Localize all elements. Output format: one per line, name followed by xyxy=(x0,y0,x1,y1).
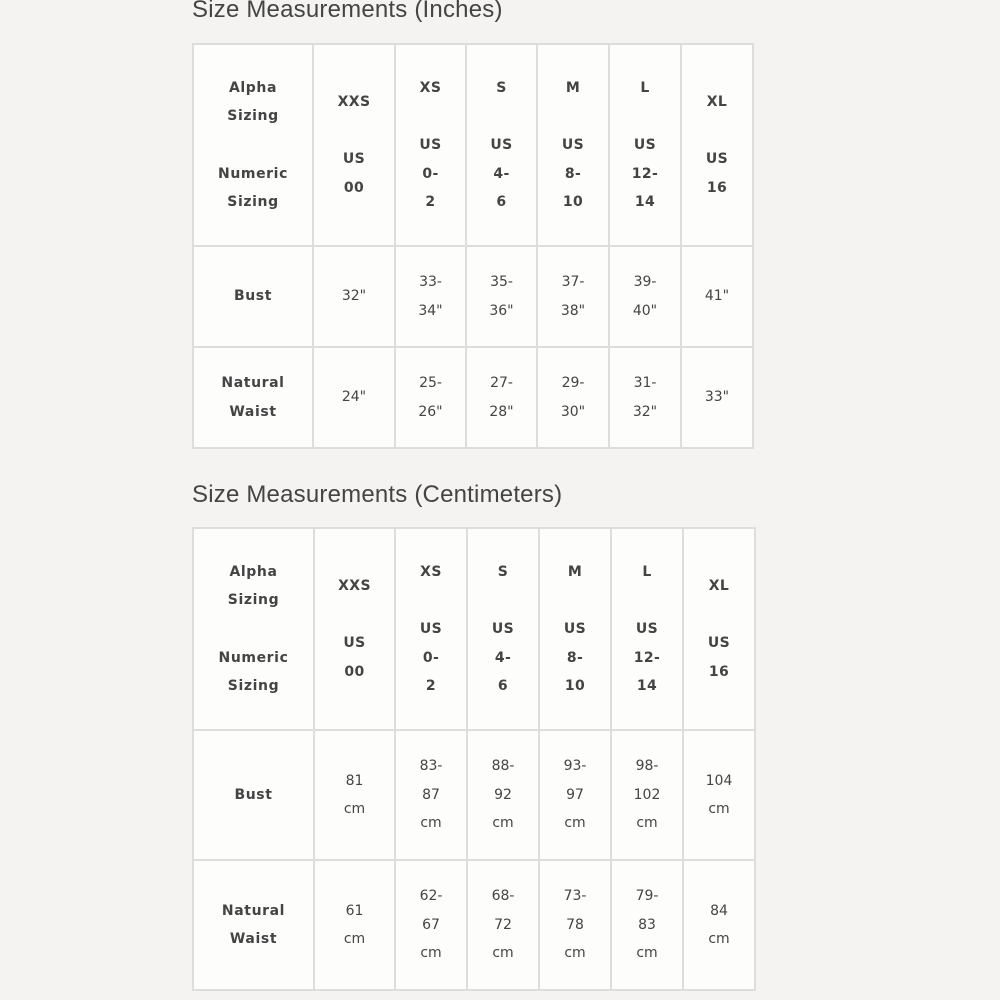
alpha-size: XXS xyxy=(338,577,371,594)
value-cell: 33" xyxy=(681,347,753,448)
value-cell: 68- 72 cm xyxy=(467,860,539,990)
value-cell: 27- 28" xyxy=(466,347,537,448)
numeric-sizing-label: Numeric Sizing xyxy=(218,165,288,210)
value-cell: 39- 40" xyxy=(609,246,681,347)
bust-row xyxy=(193,246,753,347)
row-label-natural-waist: Natural Waist xyxy=(193,347,313,448)
alpha-size: M xyxy=(565,79,581,96)
numeric-size: US 16 xyxy=(705,151,729,196)
numeric-size: US 8- 10 xyxy=(561,137,585,210)
alpha-sizing-label: Alpha Sizing xyxy=(227,563,280,608)
value-cell: 31- 32" xyxy=(609,347,681,448)
numeric-size: US 0- 2 xyxy=(419,137,442,210)
value-cell: 61 cm xyxy=(314,860,395,990)
numeric-size: US 8- 10 xyxy=(563,621,587,694)
size-header-l xyxy=(611,528,683,730)
value-cell: 29- 30" xyxy=(537,347,609,448)
size-header-xs xyxy=(395,528,467,730)
value-cell: 32" xyxy=(313,246,395,347)
value-cell: 81 cm xyxy=(314,730,395,860)
alpha-size: XL xyxy=(706,93,728,110)
value-cell: 24" xyxy=(313,347,395,448)
inches-section-title: Size Measurements (Inches) xyxy=(192,0,503,23)
value-cell: 25- 26" xyxy=(395,347,466,448)
numeric-size: US 16 xyxy=(707,635,731,680)
size-header-xl xyxy=(683,528,755,730)
value-cell: 93- 97 cm xyxy=(539,730,611,860)
row-label-bust: Bust xyxy=(193,730,314,860)
alpha-size: S xyxy=(496,79,507,96)
size-header-xl xyxy=(681,44,753,246)
value-cell: 79- 83 cm xyxy=(611,860,683,990)
value-cell: 62- 67 cm xyxy=(395,860,467,990)
centimeters-size-table xyxy=(192,527,756,991)
centimeters-section-title: Size Measurements (Centimeters) xyxy=(192,481,563,508)
value-cell: 88- 92 cm xyxy=(467,730,539,860)
value-cell: 98- 102 cm xyxy=(611,730,683,860)
numeric-size: US 12- 14 xyxy=(631,137,659,210)
value-cell: 104 cm xyxy=(683,730,755,860)
natural-waist-row xyxy=(193,347,753,448)
alpha-size: L xyxy=(640,79,650,96)
numeric-sizing-label: Numeric Sizing xyxy=(218,649,289,694)
size-header-xxs xyxy=(313,44,395,246)
numeric-size: US 00 xyxy=(343,635,366,680)
alpha-size: M xyxy=(567,563,583,580)
value-cell: 84 cm xyxy=(683,860,755,990)
alpha-size: XS xyxy=(420,563,442,580)
numeric-size: US 00 xyxy=(342,151,366,196)
row-label-bust: Bust xyxy=(193,246,313,347)
size-header-l xyxy=(609,44,681,246)
alpha-size: S xyxy=(497,563,509,580)
alpha-size: XXS xyxy=(337,93,371,110)
alpha-size: XS xyxy=(419,79,442,96)
natural-waist-row xyxy=(193,860,755,990)
value-cell: 73- 78 cm xyxy=(539,860,611,990)
size-header-s xyxy=(467,528,539,730)
alpha-size: XL xyxy=(708,577,730,594)
value-cell: 41" xyxy=(681,246,753,347)
corner-cell xyxy=(193,528,314,730)
value-cell: 33- 34" xyxy=(395,246,466,347)
numeric-size: US 4- 6 xyxy=(491,621,515,694)
numeric-size: US 0- 2 xyxy=(419,621,443,694)
numeric-size: US 12- 14 xyxy=(633,621,661,694)
size-header-xs xyxy=(395,44,466,246)
table-header-row xyxy=(193,44,753,246)
size-header-xxs xyxy=(314,528,395,730)
size-header-m xyxy=(537,44,609,246)
table-header-row xyxy=(193,528,755,730)
alpha-sizing-label: Alpha Sizing xyxy=(227,79,279,124)
row-label-natural-waist: Natural Waist xyxy=(193,860,314,990)
value-cell: 83- 87 cm xyxy=(395,730,467,860)
bust-row xyxy=(193,730,755,860)
value-cell: 37- 38" xyxy=(537,246,609,347)
value-cell: 35- 36" xyxy=(466,246,537,347)
corner-cell xyxy=(193,44,313,246)
numeric-size: US 4- 6 xyxy=(490,137,513,210)
alpha-size: L xyxy=(642,563,652,580)
size-header-m xyxy=(539,528,611,730)
size-header-s xyxy=(466,44,537,246)
inches-size-table xyxy=(192,43,754,449)
